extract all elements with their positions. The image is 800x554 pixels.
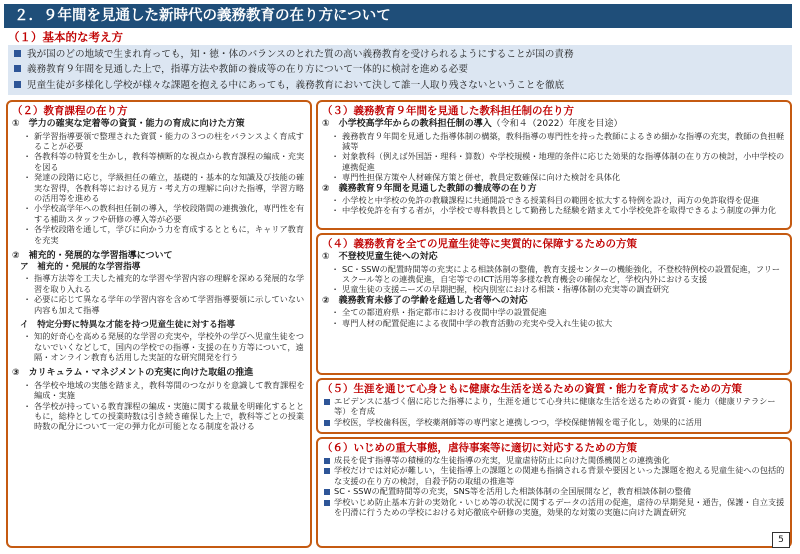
list-item: ・ 専門性担保方策や人材確保方策と併せ，教員定数確保に向けた検討を具体化 <box>322 172 786 182</box>
list-item: ・ 指導方法等を工夫した補充的な学習や学習内容の理解を深める発展的な学習を取り入れる <box>12 273 306 294</box>
curriculum-group-3-title: ③ カリキュラム・マネジメントの充実に向けた取組の推進 <box>12 368 254 379</box>
basic-item: 義務教育９年間を見通した上で，指導方法や教師の養成等の在り方について一体的に検討を進める必要 <box>14 62 786 77</box>
list-item: ・ 専門人材の配置促進による夜間中学の教育活動の充実や受入れ生徒の拡大 <box>322 318 786 328</box>
target-year-note: （令和４（2022）年度を目途） <box>491 119 623 129</box>
list-item: ・ 各学校や地域の実態を踏まえ，教科等間のつながりを意識して教育課程を編成・実施 <box>12 380 306 401</box>
list-item: ・ 小学校高学年への教科担任制の導入，学校段階間の連携強化，専門性を有する補助スタッフや研修の導入等が必要 <box>12 203 306 224</box>
curriculum-panel <box>6 100 312 548</box>
guarantee-panel <box>316 233 792 375</box>
subject-teacher-group-2-title: ② 義務教育９年間を見通した教師の養成等の在り方 <box>322 183 537 194</box>
page-title: ２．９年間を見通した新時代の義務教育の在り方について <box>4 4 792 28</box>
bullying-heading: （６）いじめの重大事態，虐待事案等に適切に対応するための方策 <box>322 442 637 454</box>
square-bullet-icon <box>14 65 21 72</box>
guarantee-heading: （４）義務教育を全ての児童生徒等に実質的に保障するための方策 <box>322 238 637 250</box>
list-item: ・ 中学校免許を有する者が，小学校で専科教員として勤務した経験を踏まえて小学校免許を取得できるよう制度の弾力化 <box>322 205 786 215</box>
list-item: 成長を促す指導等の積極的な生徒指導の充実，児童虐待防止に向けた関係機関との連携強化 <box>322 455 786 465</box>
bullying-panel <box>316 437 792 548</box>
list-item: 学校だけでは対応が難しい，生徒指導上の課題との関連も指摘される背景や要因といった課題を抱える児童生徒への包括的な支援の在り方の検討，自殺予防の取組の推進等 <box>322 465 786 486</box>
health-panel <box>316 378 792 434</box>
curriculum-sub-b-title: イ 特定分野に特異な才能を持つ児童生徒に対する指導 <box>20 320 235 331</box>
list-item: ・ 全ての都道府県・指定都市における夜間中学の設置促進 <box>322 307 786 317</box>
list-item: エビデンスに基づく個に応じた指導により，生涯を通じて心身共に健康な生活を送るための資質・能力（健康リテラシー等）を育成 <box>322 396 786 417</box>
subject-teacher-panel <box>316 100 792 230</box>
list-item: ・ 必要に応じて異なる学年の学習内容を含めて学習指導要領に示していない内容も加えて指導 <box>12 294 306 315</box>
list-item: ・ 義務教育９年間を見通した指導体制の構築，教科指導の専門性を持った教師によるきめ細かな指導の充実，教師の負担軽減等 <box>322 131 786 152</box>
list-item: ・ 知的好奇心を高める発展的な学習の充実や，学校外の学びへ児童生徒をつないでいくなどして，国内の学校での指導・支援の在り方等について，遠隔・オンライン教育も活用した実証的な研究開発を行う <box>12 331 306 362</box>
subject-teacher-group-1-title: ① 小学校高学年からの教科担任制の導入（令和４（2022）年度を目途） <box>322 119 623 129</box>
guarantee-group-1-title: ① 不登校児童生徒への対応 <box>322 252 438 262</box>
list-item: ・ 新学習指導要領で整理された資質・能力の３つの柱をバランスよく育成することが必要 <box>12 131 306 152</box>
list-item: ・ 児童生徒の支援ニーズの早期把握，校内別室における相談・指導体制の充実等の調査研究 <box>322 284 786 294</box>
health-heading: （５）生涯を通じて心身ともに健康な生活を送るための資質・能力を育成するための方策 <box>322 383 742 395</box>
list-item: 学校医，学校歯科医，学校薬剤師等の専門家と連携しつつ，学校保健情報を電子化し，効果的に活用 <box>322 417 786 427</box>
list-item: SC・SSWの配置時間等の充実，SNS等を活用した相談体制の全国展開など，教育相談体制の整備 <box>322 486 786 496</box>
page-number: 5 <box>772 532 790 548</box>
list-item: ・ 小学校と中学校の免許の教職課程に共通開設できる授業科目の範囲を拡大する特例を設け，両方の免許取得を促進 <box>322 195 786 205</box>
list-item: 学校いじめ防止基本方針の実効化・いじめ等の状況に関するデータの活用の促進，虐待の早期発見・通告，保護・自立支援を円滑に行うための学校における対応徹底や研修の実施，効果的な対策の実施に向けた調査研究 <box>322 497 786 518</box>
guarantee-group-2-title: ② 義務教育未修了の学齢を経過した者等への対応 <box>322 295 528 306</box>
list-item: ・ 発達の段階に応じ，学級担任の確立，基礎的・基本的な知識及び技能の確実な習得，各教科等における見方・考え方の理解に向けた指導，学習方略の活用等を進める <box>12 172 306 203</box>
curriculum-heading: （２）教育課程の在り方 <box>12 105 128 117</box>
curriculum-group-1-title: ① 学力の確実な定着等の資質・能力の育成に向けた方策 <box>12 119 245 129</box>
curriculum-sub-a-title: ア 補充的・発展的な学習指導 <box>20 262 141 273</box>
list-item: ・ SC・SSWの配置時間等の充実による相談体制の整備，教育支援センターの機能強化，不登校特例校の設置促進，フリースクール等との連携促進，自宅等でのICT活用等多様な教育機会の確保など，学校内外における支援 <box>322 264 786 285</box>
square-bullet-icon <box>14 50 21 57</box>
list-item: ・ 各学校段階を通して，学びに向かう力を育成するとともに，キャリア教育を充実 <box>12 224 306 245</box>
basic-heading: （１）基本的な考え方 <box>8 30 123 44</box>
basic-box <box>8 45 792 95</box>
basic-item: 児童生徒が多様化し学校が様々な課題を抱える中にあっても，義務教育において決して誰一人取り残さないということを徹底 <box>14 78 786 93</box>
list-item: ・ 対象教科（例えば外国語・理科・算数）や学校規模・地理的条件に応じた効果的な指導体制の在り方の検討，小中学校の連携促進 <box>322 151 786 172</box>
list-item: ・ 各教科等の特質を生かし，教科等横断的な視点から教育課程の編成・充実を図る <box>12 151 306 172</box>
list-item: ・ 各学校が持っている教育課程の編成・実施に関する裁量を明確化するとともに，総枠としての授業時数は引き続き確保した上で，教科等ごとの授業時数の配分について一定の弾力化が可能となる制度を設ける <box>12 401 306 432</box>
basic-item: 我が国のどの地域で生まれ育っても，知・徳・体のバランスのとれた質の高い義務教育を受けられるようにすることが国の責務 <box>14 47 786 62</box>
square-bullet-icon <box>14 81 21 88</box>
subject-teacher-heading: （３）義務教育９年間を見通した教科担任制の在り方 <box>322 105 574 117</box>
curriculum-group-2-title: ② 補充的・発展的な学習指導について <box>12 250 173 261</box>
